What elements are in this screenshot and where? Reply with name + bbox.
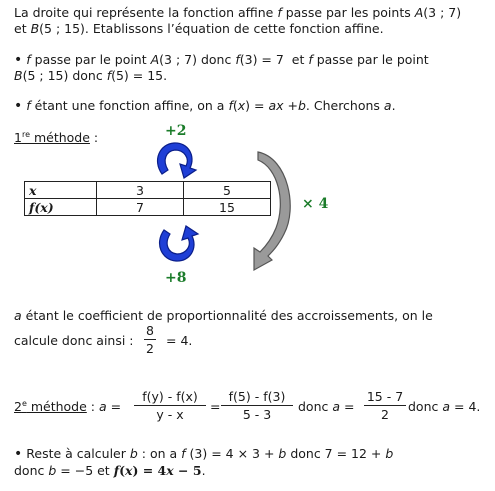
fraction-15-7: $\frac{15 - 7}{2}$ [364,389,406,422]
table-cell: 7 [97,199,184,216]
table-row [25,182,271,199]
intro-line-1 [14,5,461,20]
bullet-icon: • [14,98,23,114]
table-cell: 15 [184,199,271,216]
fraction-f5-f3: $\frac{f(5) - f(3)}{5 - 3}$ [221,389,293,422]
blue-curved-arrow-top-icon [150,138,200,180]
intro-text-1: La droite qui représente la fonction affine f passe par les points A(3 ; 7) [14,5,462,20]
blue-curved-arrow-bottom-icon [152,224,202,266]
method-1-label: 1re méthode : [14,130,99,146]
bullet-point-2: • f étant une fonction affine, on a f(x) = ax +b. Cherchons a. [14,98,396,114]
fraction-8-over-2: $\frac{8}{2}$ [146,323,154,356]
table-cell: 5 [184,182,271,199]
coefficient-result: = 4. [166,333,193,348]
method-2-conclusion: donc a = 4. [408,399,481,414]
table-cell: 3 [97,182,184,199]
fraction-general: $\frac{f(y) - f(x)}{y - x}$ [134,389,206,422]
bullet-point-1: • f passe par le point A(3 ; 7) donc f(3) = 7 et f passe par le point [14,52,429,68]
values-table [24,181,271,216]
intro-line-2: et B(5 ; 15). Etablissons l’équation de cette fonction affine. [14,21,384,36]
coefficient-line-1: a étant le coefficient de proportionnalité des accroissements, on le [14,308,433,323]
bullet-icon: • [14,446,23,462]
equals-sign: = [210,399,221,414]
table-row [25,199,271,216]
multiplier-label: × 4 [302,196,329,212]
final-bullet: • Reste à calculer b : on a f (3) = 4 × 3 + b donc 7 = 12 + b [14,446,394,462]
bullet-icon: • [14,52,23,68]
table-header-fx: f(x) [25,199,97,216]
final-line-2: donc b = −5 et f(x) = 4x − 5. [14,463,206,478]
method-2-donc-1: donc a = [298,399,355,414]
table-header-x: x [25,182,97,199]
coefficient-line-2: calcule donc ainsi : [14,333,134,348]
method-2-label: 2e méthode : a = [14,399,122,415]
bullet-point-1-line-2: B(5 ; 15) donc f(5) = 15. [14,68,168,83]
bottom-increment-label: +8 [165,270,187,286]
top-increment-label: +2 [165,123,187,139]
